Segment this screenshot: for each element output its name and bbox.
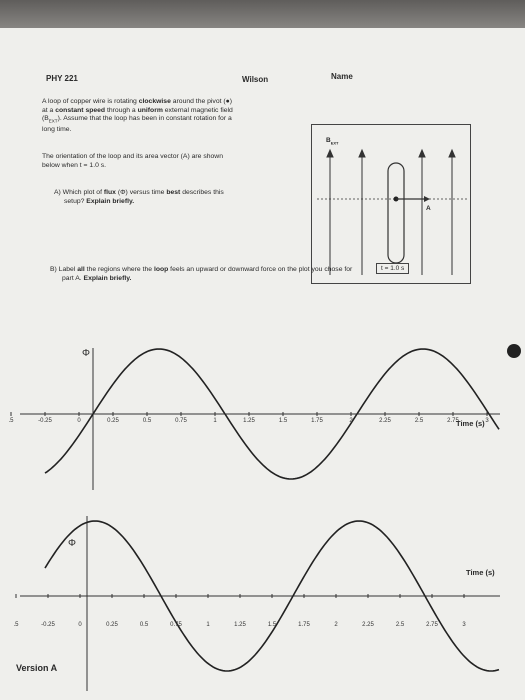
tick-label: 2 <box>349 418 353 424</box>
tick-label: 0 <box>78 622 82 628</box>
instructor-label: Wilson <box>242 75 269 84</box>
tick-label: 0.25 <box>107 418 119 424</box>
tick-label: 0.75 <box>175 418 187 424</box>
plot1-y-label: Φ <box>82 348 90 359</box>
tick-label: 2.5 <box>395 622 405 628</box>
tick-label: .5 <box>8 418 14 424</box>
ink-dot <box>507 344 521 358</box>
time-label: t = 1.0 s <box>376 263 409 274</box>
b-ext-label: $B_{EXT}$ <box>326 137 339 146</box>
orientation-text: The orientation of the loop and its area vector (A) are shown below when t = 1.0 s. <box>42 153 223 169</box>
plot2-y-label: Φ <box>68 538 76 549</box>
tick-label: 2 <box>334 622 338 628</box>
plot2-x-label: Time (s) <box>466 568 495 577</box>
flux-plot-2 <box>0 506 525 696</box>
intro-paragraph: A loop of copper wire is rotating clockwise around the pivot (●) at a constant speed through a uniform external magnetic field $(B_{EXT})$. Assume that the loop has been in constant rotation for a long time. <box>42 98 233 134</box>
course-label: PHY 221 <box>46 74 78 83</box>
tick-label: 2.25 <box>379 418 391 424</box>
loop-figure <box>311 124 471 284</box>
tick-label: 0.75 <box>170 622 182 628</box>
tick-label: 0.5 <box>142 418 152 424</box>
name-label: Name <box>331 72 353 81</box>
tick-label: 1.5 <box>278 418 288 424</box>
photo-background <box>0 0 525 30</box>
tick-label: 1 <box>206 622 210 628</box>
flux-plot-1 <box>0 340 525 500</box>
question-b: B) Label all the regions where the loop feels an upward or downward force on the plot you chose for part A. Explain briefly. <box>50 266 353 282</box>
tick-label: 2.25 <box>362 622 374 628</box>
question-a: A) Which plot of flux (Φ) versus time best describes this setup? Explain briefly. <box>54 189 224 205</box>
tick-label: 1.25 <box>243 418 255 424</box>
tick-label: 1.75 <box>298 622 310 628</box>
tick-label: 1.75 <box>311 418 323 424</box>
tick-label: 3 <box>462 622 466 628</box>
tick-label: 0.5 <box>139 622 149 628</box>
tick-label: 0 <box>77 418 81 424</box>
tick-label: 2.75 <box>447 418 459 424</box>
tick-label: .5 <box>13 622 19 628</box>
tick-label: -0.25 <box>41 622 55 628</box>
tick-label: 1.25 <box>234 622 246 628</box>
plot1-x-label: Time (s) <box>456 419 485 428</box>
worksheet-page <box>0 28 525 700</box>
tick-label: 1 <box>213 418 217 424</box>
tick-label: 2.75 <box>426 622 438 628</box>
tick-label: -0.25 <box>38 418 52 424</box>
tick-label: 1.5 <box>267 622 277 628</box>
version-label: Version A <box>16 663 58 673</box>
tick-label: 2.5 <box>414 418 424 424</box>
tick-label: 0.25 <box>106 622 118 628</box>
tick-label: 3 <box>485 418 489 424</box>
area-vector-label: A <box>426 205 431 212</box>
loop-diagram <box>312 125 470 283</box>
